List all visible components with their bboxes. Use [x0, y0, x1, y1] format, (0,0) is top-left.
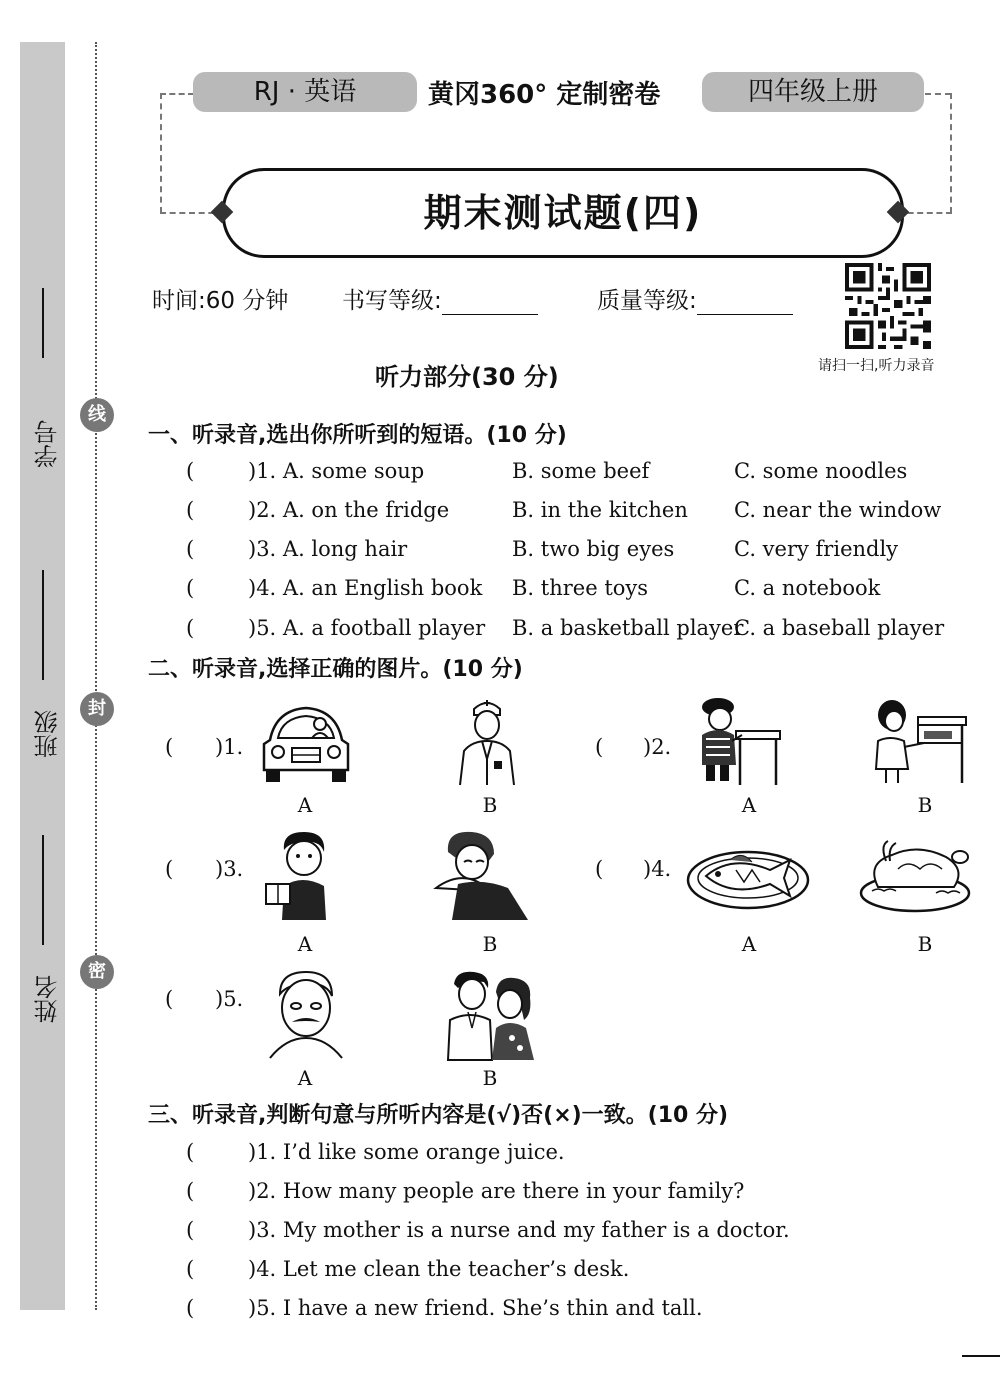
- statement: )3. My mother is a nurse and my father is a doctor.: [248, 1218, 790, 1242]
- writing-grade: [342, 282, 538, 315]
- answer-paren[interactable]: (: [165, 735, 174, 759]
- option-c: C. very friendly: [734, 537, 899, 561]
- exam-title: 期末测试题(四): [222, 168, 904, 258]
- writing-grade-blank[interactable]: [442, 294, 538, 315]
- seal-secret: 密: [80, 955, 114, 989]
- option-a: )2. A. on the fridge: [248, 498, 450, 522]
- chicken-plate-icon[interactable]: [858, 835, 972, 915]
- option-b: B. in the kitchen: [512, 498, 688, 522]
- girl-at-drawer-icon[interactable]: [868, 697, 968, 787]
- item-number: )5.: [215, 987, 244, 1011]
- option-a: )3. A. long hair: [248, 537, 408, 561]
- class-label: 班级: [34, 710, 62, 758]
- statement: )1. I’d like some orange juice.: [248, 1140, 565, 1164]
- option-label-b: B: [482, 793, 498, 817]
- statement: )2. How many people are there in your family?: [248, 1179, 745, 1203]
- option-label-b: B: [917, 932, 933, 956]
- section3-heading: 三、听录音,判断句意与所听内容是(√)否(×)一致。(10 分): [148, 1103, 729, 1128]
- option-b: B. two big eyes: [512, 537, 675, 561]
- item-number: )3.: [215, 857, 244, 881]
- option-label-a: A: [297, 793, 313, 817]
- student-id-label: 学号: [34, 420, 62, 468]
- item-number: )1.: [215, 735, 244, 759]
- girl-thinking-icon[interactable]: [432, 828, 530, 923]
- option-label-b: B: [482, 1066, 498, 1090]
- fish-plate-icon[interactable]: [686, 840, 810, 912]
- seal-seal: 封: [80, 692, 114, 726]
- option-label-b: B: [482, 932, 498, 956]
- time-label: 时间:60 分钟: [152, 288, 289, 314]
- answer-paren[interactable]: (: [186, 1179, 195, 1203]
- seal-line: 线: [80, 398, 114, 432]
- page-edge-mark: [962, 1355, 1000, 1357]
- quality-grade-label: 质量等级:: [597, 288, 697, 314]
- option-a: )1. A. some soup: [248, 459, 425, 483]
- grade-badge: 四年级上册: [702, 72, 924, 112]
- answer-paren[interactable]: (: [595, 857, 604, 881]
- section2-heading: 二、听录音,选择正确的图片。(10 分): [148, 657, 523, 682]
- option-label-a: A: [297, 932, 313, 956]
- section1-heading: 一、听录音,选出你所听到的短语。(10 分): [148, 423, 567, 448]
- answer-paren[interactable]: (: [186, 537, 195, 561]
- answer-paren[interactable]: (: [186, 1257, 195, 1281]
- boy-reading-icon[interactable]: [262, 828, 344, 923]
- series-title: 黄冈360° 定制密卷: [428, 80, 661, 110]
- header-dash-right-v: [950, 93, 952, 213]
- option-b: B. some beef: [512, 459, 650, 483]
- option-label-b: B: [917, 793, 933, 817]
- option-b: B. three toys: [512, 576, 649, 600]
- binding-dashed-line: [95, 42, 97, 1310]
- option-c: C. some noodles: [734, 459, 908, 483]
- statement: )5. I have a new friend. She’s thin and tall.: [248, 1296, 703, 1320]
- header-dash-right: [925, 93, 951, 95]
- answer-paren[interactable]: (: [186, 1140, 195, 1164]
- doctor-icon[interactable]: [452, 695, 522, 787]
- name-line: [42, 835, 44, 945]
- option-label-a: A: [741, 932, 757, 956]
- option-a: )5. A. a football player: [248, 616, 486, 640]
- qr-code-icon[interactable]: [845, 263, 931, 349]
- answer-paren[interactable]: (: [186, 498, 195, 522]
- header-dash-left-v: [160, 93, 162, 213]
- answer-paren[interactable]: (: [186, 1218, 195, 1242]
- option-a: )4. A. an English book: [248, 576, 483, 600]
- man-mustache-icon[interactable]: [266, 968, 344, 1060]
- listening-part-title: 听力部分(30 分): [375, 363, 559, 391]
- item-number: )2.: [643, 735, 672, 759]
- name-label: 姓名: [34, 975, 62, 1023]
- boy-at-desk-icon[interactable]: [692, 695, 784, 787]
- option-b: B. a basketball player: [512, 616, 744, 640]
- car-driver-icon[interactable]: [258, 700, 354, 784]
- statement: )4. Let me clean the teacher’s desk.: [248, 1257, 630, 1281]
- option-c: C. near the window: [734, 498, 942, 522]
- class-line: [42, 570, 44, 680]
- quality-grade: [597, 282, 793, 315]
- answer-paren[interactable]: (: [165, 987, 174, 1011]
- answer-paren[interactable]: (: [186, 1296, 195, 1320]
- answer-paren[interactable]: (: [186, 616, 195, 640]
- option-label-a: A: [297, 1066, 313, 1090]
- student-id-line: [42, 288, 44, 358]
- writing-grade-label: 书写等级:: [342, 288, 442, 314]
- couple-icon[interactable]: [440, 968, 538, 1062]
- answer-paren[interactable]: (: [186, 459, 195, 483]
- quality-grade-blank[interactable]: [697, 294, 793, 315]
- option-label-a: A: [741, 793, 757, 817]
- option-c: C. a baseball player: [734, 616, 945, 640]
- option-c: C. a notebook: [734, 576, 881, 600]
- answer-paren[interactable]: (: [186, 576, 195, 600]
- header-dash-left: [160, 93, 194, 95]
- item-number: )4.: [643, 857, 672, 881]
- answer-paren[interactable]: (: [165, 857, 174, 881]
- subject-badge: RJ · 英语: [193, 72, 417, 112]
- answer-paren[interactable]: (: [595, 735, 604, 759]
- qr-caption: 请扫一扫,听力录音: [818, 358, 935, 374]
